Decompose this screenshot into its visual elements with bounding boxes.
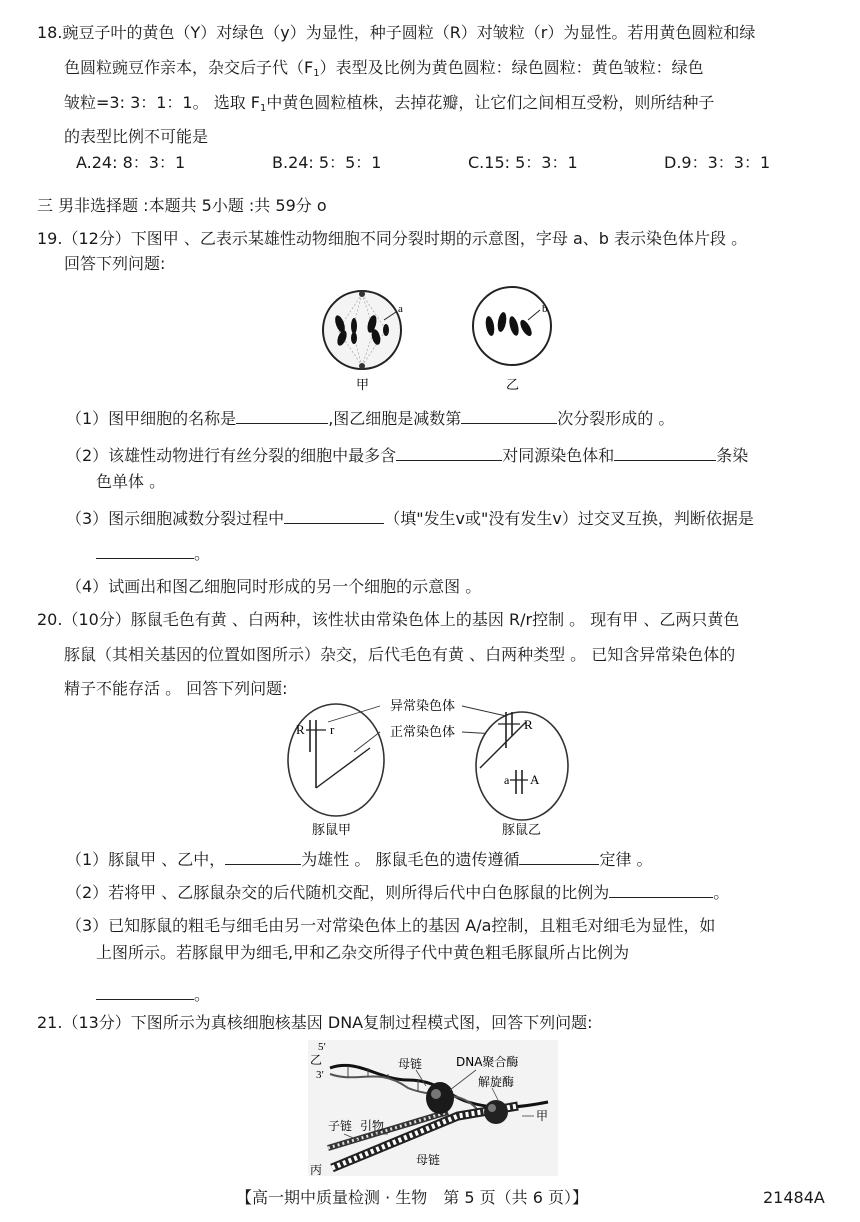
label-a: a [398,303,403,315]
q20-line-2: 豚鼠（其相关基因的位置如图所示）杂交，后代毛色有黄 、白两种类型 。 已知含异常染色体的 [64,645,736,664]
q18-option-b: B.24: 5：5：1 [272,153,382,172]
q20-part-3: （3）已知豚鼠的粗毛与细毛由另一对常染色体上的基因 A/a控制，且粗毛对细毛为显性，如 [66,916,716,935]
q18-option-a: A.24: 8：3：1 [76,153,186,172]
gene-a-yi: a [504,773,510,787]
q20-p1-b: 为雄性 。 豚鼠毛色的遗传遵循 [301,850,520,869]
q18-line-2-a: 色圆粒豌豆作亲本，杂交后子代（F [64,58,314,77]
label-mother-strand-top: 母链 [398,1057,423,1071]
q21-dna-replication-figure [308,1040,558,1176]
q20-part-3-line-3 [96,983,210,1005]
q18-line-3-a: 皱粒=3: 3：1：1。 选取 F [64,93,260,112]
label-normal-chromosome: 正常染色体 [390,725,456,740]
gene-A-yi: A [530,772,540,787]
q18-option-d: D.9：3：3：1 [664,153,771,172]
footer-page-info: 【高一期中质量检测 · 生物 第 5 页（共 6 页）】 [236,1188,588,1207]
gene-R-jia: R [296,722,305,737]
answer-blank[interactable] [519,848,599,865]
answer-blank[interactable] [396,444,502,461]
q19-part-2-cont: 色单体 。 [96,472,166,491]
q19-part-4: （4）试画出和图乙细胞同时形成的另一个细胞的示意图 。 [66,577,482,596]
q18-subscript: 1 [259,103,267,114]
footer-code: 21484A [763,1188,825,1207]
label-guinea-pig-jia: 豚鼠甲 [312,823,352,838]
label-b: b [542,303,548,315]
label-helicase: 解旋酶 [478,1075,515,1089]
q20-part-3-line-2: 上图所示。若豚鼠甲为细毛,甲和乙杂交所得子代中黄色粗毛豚鼠所占比例为 [96,943,630,962]
label-dna-polymerase: DNA聚合酶 [456,1055,519,1069]
q19-p1-c: 次分裂形成的 。 [557,409,675,428]
gene-r-jia: r [330,722,335,737]
q19-part-3-cont [96,542,210,564]
q18-line-3 [64,93,714,119]
q20-p3-end: 。 [194,985,211,1004]
q19-p2-b: 对同源染色体和 [502,446,615,465]
q18-line-1: 18.豌豆子叶的黄色（Y）对绿色（y）为显性，种子圆粒（R）对皱粒（r）为显性。若用黄色圆粒和绿 [37,23,756,42]
helicase [484,1100,508,1124]
q18-option-c: C.15: 5：3：1 [468,153,578,172]
q20-p2-a: （2）若将甲 、乙豚鼠杂交的后代随机交配，则所得后代中白色豚鼠的比例为 [66,883,610,902]
label-jia: 甲 [536,1109,549,1123]
label-jia: 甲 [356,378,370,393]
q21-line-1: 21.（13分）下图所示为真核细胞核基因 DNA复制过程模式图，回答下列问题: [37,1013,593,1032]
label-5-prime: 5′ [318,1041,326,1053]
q19-p3-b: （填"发生v或"没有发生v）过交叉互换，判断依据是 [384,509,754,528]
label-yi: 乙 [506,378,520,393]
answer-blank[interactable] [96,542,194,559]
q18-line-4: 的表型比例不可能是 [64,127,209,146]
label-3-prime: 3′ [316,1069,324,1081]
label-daughter-strand: 子链 [328,1119,353,1133]
cell-jia-membrane [323,291,401,369]
q19-p3-c: 。 [194,544,211,563]
answer-blank[interactable] [236,407,328,424]
q18-subscript: 1 [313,68,320,79]
q19-p1-a: （1）图甲细胞的名称是 [66,409,237,428]
q18-line-2 [64,58,704,84]
label-primer: 引物 [360,1119,385,1133]
dna-polymerase [426,1082,454,1114]
label-yi: 乙 [310,1053,323,1067]
q20-p2-b: 。 [713,883,730,902]
answer-blank[interactable] [461,407,557,424]
q20-part-1 [66,848,653,870]
answer-blank[interactable] [614,444,716,461]
answer-blank[interactable] [284,507,384,524]
cell-jia [288,704,384,816]
q20-line-1: 20.（10分）豚鼠毛色有黄 、白两种，该性状由常染色体上的基因 R/r控制 。 现有甲 、乙两只黄色 [37,610,740,629]
answer-blank[interactable] [96,983,194,1000]
q19-p1-b: ,图乙细胞是减数第 [328,409,462,428]
q19-part-1 [66,407,674,429]
gene-R-yi: R [524,717,533,732]
q19-cell-figure [318,282,558,394]
cell-yi [476,712,568,820]
label-bing: 丙 [310,1163,323,1176]
q18-line-2-b: ）表型及比例为黄色圆粒：绿色圆粒：黄色皱粒：绿色 [319,58,704,77]
answer-blank[interactable] [225,848,301,865]
q19-part-3 [66,507,754,529]
section-3-heading: 三 男非选择题 :本题共 5小题 :共 59分 o [37,196,327,215]
q19-p2-c: 条染 [716,446,749,465]
q19-part-2 [66,444,748,466]
q20-p1-a: （1）豚鼠甲 、乙中， [66,850,226,869]
q19-line-2: 回答下列问题: [64,254,166,273]
answer-blank[interactable] [609,881,713,898]
q19-p3-a: （3）图示细胞减数分裂过程中 [66,509,285,528]
label-abnormal-chromosome: 异常染色体 [390,699,456,714]
q19-p2-a: （2）该雄性动物进行有丝分裂的细胞中最多含 [66,446,397,465]
label-mother-strand-bottom: 母链 [416,1153,441,1167]
q18-line-3-b: 中黄色圆粒植株，去掉花瓣，让它们之间相互受粉，则所结种子 [266,93,715,112]
q19-line-1: 19.（12分）下图甲 、乙表示某雄性动物细胞不同分裂时期的示意图，字母 a、b 表示染色体片段 。 [37,229,748,248]
q20-line-3: 精子不能存活 。 回答下列问题: [64,679,288,698]
q20-guinea-pig-figure [284,696,584,838]
q20-part-2 [66,881,729,903]
label-guinea-pig-yi: 豚鼠乙 [502,823,542,838]
q20-p1-c: 定律 。 [599,850,653,869]
